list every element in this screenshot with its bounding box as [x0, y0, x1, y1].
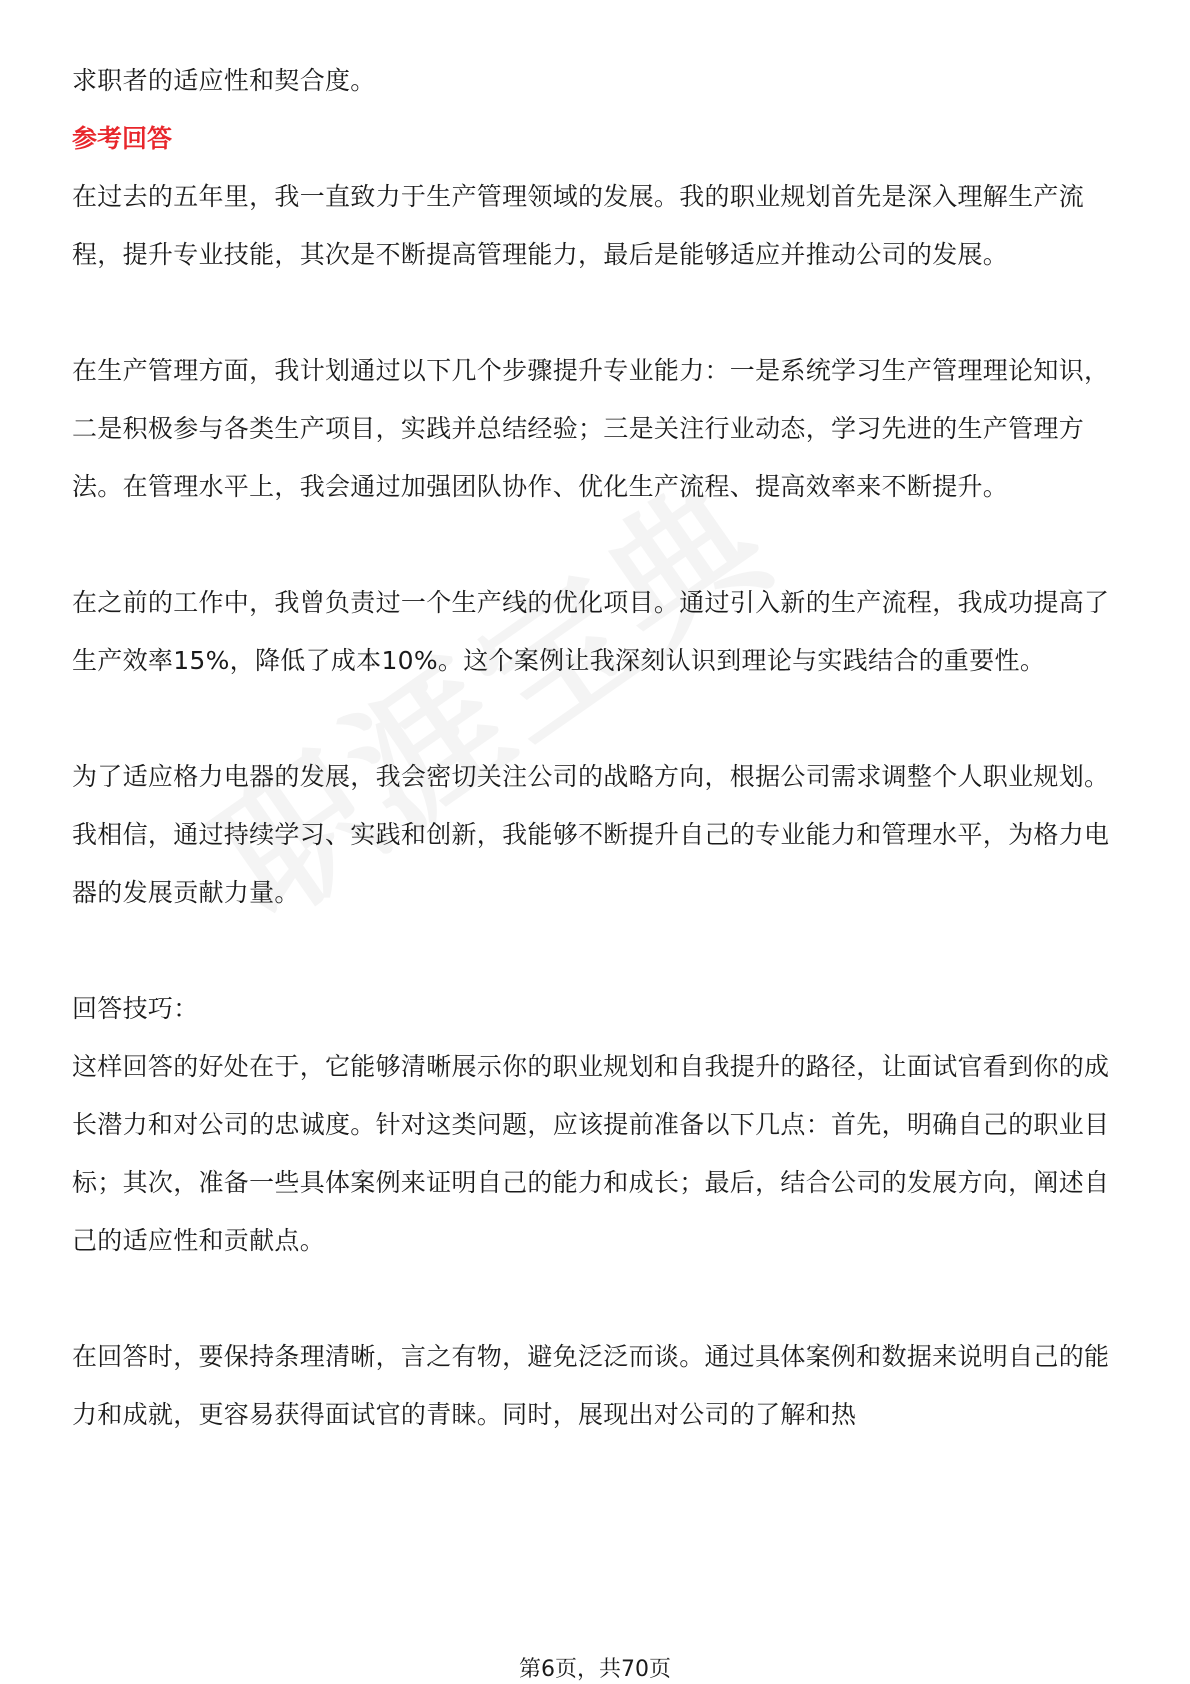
answer-paragraph-2: 在生产管理方面，我计划通过以下几个步骤提升专业能力：一是系统学习生产管理理论知识，二是积极参与各类生产项目，实践并总结经验；三是关注行业动态，学习先进的生产管理方法。在管理水平上，我会通过加强团队协作、优化生产流程、提高效率来不断提升。: [72, 356, 1110, 501]
paragraph-spacer: [72, 922, 1122, 980]
paragraph-continuation: 求职者的适应性和契合度。: [72, 66, 376, 95]
answer-paragraph-3: 在之前的工作中，我曾负责过一个生产线的优化项目。通过引入新的生产流程，我成功提高了生产效率15%，降低了成本10%。这个案例让我深刻认识到理论与实践结合的重要性。: [72, 588, 1110, 675]
tips-paragraph-2: 在回答时，要保持条理清晰，言之有物，避免泛泛而谈。通过具体案例和数据来说明自己的能力和成就，更容易获得面试官的青睐。同时，展现出对公司的了解和热: [72, 1342, 1110, 1429]
document-body: [72, 52, 1122, 1444]
tips-heading: 回答技巧：: [72, 994, 199, 1023]
reference-answer-heading: 参考回答: [72, 124, 173, 153]
tips-paragraph-1: 这样回答的好处在于，它能够清晰展示你的职业规划和自我提升的路径，让面试官看到你的成长潜力和对公司的忠诚度。针对这类问题，应该提前准备以下几点：首先，明确自己的职业目标；其次，准备一些具体案例来证明自己的能力和成长；最后，结合公司的发展方向，阐述自己的适应性和贡献点。: [72, 1052, 1110, 1255]
paragraph-spacer: [72, 516, 1122, 574]
page-number: 第6页，共70页: [519, 1657, 671, 1682]
answer-paragraph-4: 为了适应格力电器的发展，我会密切关注公司的战略方向，根据公司需求调整个人职业规划。我相信，通过持续学习、实践和创新，我能够不断提升自己的专业能力和管理水平，为格力电器的发展贡献力量。: [72, 762, 1110, 907]
paragraph-spacer: [72, 1270, 1122, 1328]
paragraph-spacer: [72, 690, 1122, 748]
paragraph-spacer: [72, 284, 1122, 342]
answer-paragraph-1: 在过去的五年里，我一直致力于生产管理领域的发展。我的职业规划首先是深入理解生产流程，提升专业技能，其次是不断提高管理能力，最后是能够适应并推动公司的发展。: [72, 182, 1085, 269]
